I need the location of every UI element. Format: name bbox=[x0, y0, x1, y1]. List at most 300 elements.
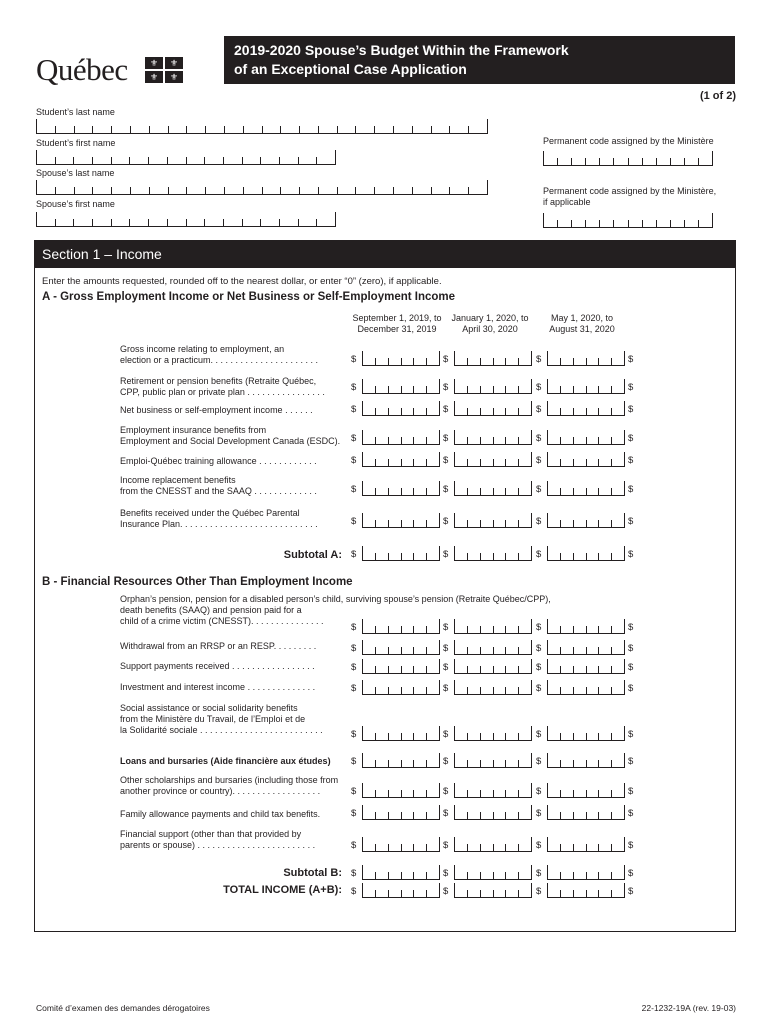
comb-tick bbox=[243, 126, 244, 133]
row-a5-amount-col-1[interactable] bbox=[362, 453, 440, 467]
field-tick bbox=[531, 640, 532, 654]
row-a1-amount-col-3[interactable] bbox=[547, 352, 625, 366]
currency-symbol: $ bbox=[351, 382, 357, 393]
field-tick bbox=[426, 459, 427, 466]
field-tick bbox=[560, 459, 561, 466]
field-tick bbox=[586, 437, 587, 444]
field-tick bbox=[467, 647, 468, 654]
field-tick bbox=[560, 553, 561, 560]
field-tick bbox=[467, 459, 468, 466]
field-tick bbox=[505, 687, 506, 694]
row-b4-amount-col-3[interactable] bbox=[547, 681, 625, 695]
row-a3-amount-col-1[interactable] bbox=[362, 402, 440, 416]
field-tick bbox=[573, 553, 574, 560]
row-a6-amount-col-1[interactable] bbox=[362, 482, 440, 496]
field-tick bbox=[531, 753, 532, 767]
comb-tick bbox=[74, 126, 75, 133]
row-b5-amount-col-3[interactable] bbox=[547, 727, 625, 741]
field-tick bbox=[598, 358, 599, 365]
field-tick bbox=[493, 687, 494, 694]
field-tick bbox=[493, 386, 494, 393]
field-tick bbox=[439, 726, 440, 740]
subtotal-a-amount-col-2[interactable] bbox=[454, 547, 532, 561]
row-b9-amount-col-3[interactable] bbox=[547, 838, 625, 852]
field-tick bbox=[586, 459, 587, 466]
row-a1-amount-col-1[interactable] bbox=[362, 352, 440, 366]
field-tick bbox=[560, 844, 561, 851]
field-tick bbox=[598, 733, 599, 740]
row-b6-amount-col-2[interactable] bbox=[454, 754, 532, 768]
row-b2-amount-col-1[interactable] bbox=[362, 641, 440, 655]
field-tick bbox=[426, 687, 427, 694]
field-tick bbox=[547, 680, 548, 694]
field-tick bbox=[611, 408, 612, 415]
field-tick bbox=[586, 386, 587, 393]
field-tick bbox=[611, 386, 612, 393]
row-a1-label: Gross income relating to employment, an election or a practicum. . . . . . . . . . . . . . . . . . . . . . bbox=[120, 344, 319, 365]
student-first-name-field[interactable] bbox=[36, 151, 336, 165]
field-tick bbox=[586, 687, 587, 694]
currency-symbol: $ bbox=[351, 516, 357, 527]
row-b3-label: Support payments received . . . . . . . . . . . . . . . . . bbox=[120, 661, 315, 671]
total-income-amount-col-2[interactable] bbox=[454, 884, 532, 898]
field-tick bbox=[531, 401, 532, 415]
comb-tick bbox=[613, 158, 614, 165]
field-tick bbox=[573, 647, 574, 654]
column-header-3: May 1, 2020, to August 31, 2020 bbox=[549, 313, 615, 334]
field-tick bbox=[573, 844, 574, 851]
currency-symbol: $ bbox=[351, 808, 357, 819]
comb-tick bbox=[243, 187, 244, 194]
subtotal-a-amount-col-3[interactable] bbox=[547, 547, 625, 561]
row-b8-amount-col-3[interactable] bbox=[547, 806, 625, 820]
field-tick bbox=[505, 553, 506, 560]
field-tick bbox=[573, 890, 574, 897]
spouse-permanent-code-field[interactable] bbox=[543, 214, 713, 228]
field-tick bbox=[598, 553, 599, 560]
field-tick bbox=[375, 812, 376, 819]
comb-tick bbox=[168, 126, 169, 133]
field-tick bbox=[560, 733, 561, 740]
field-tick bbox=[439, 379, 440, 393]
row-b6-amount-col-1[interactable] bbox=[362, 754, 440, 768]
field-tick bbox=[388, 386, 389, 393]
row-b2-amount-col-2[interactable] bbox=[454, 641, 532, 655]
row-b7-amount-col-1[interactable] bbox=[362, 784, 440, 798]
spouse-permanent-code-label: Permanent code assigned by the Ministère, if applicable bbox=[543, 186, 717, 207]
comb-tick bbox=[205, 126, 206, 133]
field-tick bbox=[375, 520, 376, 527]
field-tick bbox=[454, 640, 455, 654]
comb-tick bbox=[260, 157, 261, 164]
field-tick bbox=[573, 790, 574, 797]
field-tick bbox=[454, 379, 455, 393]
field-tick bbox=[573, 872, 574, 879]
field-tick bbox=[586, 890, 587, 897]
field-tick bbox=[439, 659, 440, 673]
row-b7-amount-col-3[interactable] bbox=[547, 784, 625, 798]
field-tick bbox=[586, 666, 587, 673]
field-tick bbox=[560, 520, 561, 527]
field-tick bbox=[413, 437, 414, 444]
field-tick bbox=[467, 890, 468, 897]
field-tick bbox=[439, 753, 440, 767]
comb-tick bbox=[92, 187, 93, 194]
row-a7-amount-col-3[interactable] bbox=[547, 514, 625, 528]
field-tick bbox=[518, 488, 519, 495]
row-b4-amount-col-1[interactable] bbox=[362, 681, 440, 695]
row-b3-amount-col-1[interactable] bbox=[362, 660, 440, 674]
field-tick bbox=[611, 760, 612, 767]
field-tick bbox=[362, 837, 363, 851]
field-tick bbox=[598, 890, 599, 897]
field-tick bbox=[426, 872, 427, 879]
field-tick bbox=[493, 520, 494, 527]
comb-tick bbox=[204, 219, 205, 226]
field-tick bbox=[426, 386, 427, 393]
field-tick bbox=[560, 647, 561, 654]
field-tick bbox=[439, 513, 440, 527]
field-tick bbox=[401, 408, 402, 415]
row-b7-amount-col-2[interactable] bbox=[454, 784, 532, 798]
field-tick bbox=[573, 358, 574, 365]
field-tick bbox=[624, 430, 625, 444]
currency-symbol: $ bbox=[351, 662, 357, 673]
row-b9-amount-col-2[interactable] bbox=[454, 838, 532, 852]
field-tick bbox=[547, 546, 548, 560]
field-tick bbox=[375, 358, 376, 365]
field-tick bbox=[547, 726, 548, 740]
comb-tick bbox=[698, 158, 699, 165]
comb-tick bbox=[223, 219, 224, 226]
row-a4-amount-col-1[interactable] bbox=[362, 431, 440, 445]
field-tick bbox=[531, 546, 532, 560]
field-tick bbox=[388, 488, 389, 495]
subtotal-b-amount-col-1[interactable] bbox=[362, 866, 440, 880]
field-tick bbox=[573, 408, 574, 415]
comb-tick bbox=[73, 219, 74, 226]
field-tick bbox=[573, 687, 574, 694]
field-tick bbox=[505, 733, 506, 740]
currency-symbol: $ bbox=[443, 455, 449, 466]
field-tick bbox=[401, 812, 402, 819]
comb-tick bbox=[262, 187, 263, 194]
field-tick bbox=[611, 437, 612, 444]
field-tick bbox=[426, 812, 427, 819]
comb-tick bbox=[204, 157, 205, 164]
currency-symbol: $ bbox=[628, 549, 634, 560]
field-tick bbox=[624, 481, 625, 495]
currency-symbol: $ bbox=[351, 549, 357, 560]
currency-symbol: $ bbox=[628, 786, 634, 797]
comb-tick bbox=[242, 219, 243, 226]
spouse-first-name-label: Spouse’s first name bbox=[36, 199, 115, 209]
field-tick bbox=[598, 488, 599, 495]
comb-tick bbox=[224, 187, 225, 194]
comb-tick bbox=[111, 187, 112, 194]
permanent-code-label: Permanent code assigned by the Ministère bbox=[543, 136, 714, 146]
field-tick bbox=[375, 760, 376, 767]
field-tick bbox=[518, 733, 519, 740]
row-b5-amount-col-2[interactable] bbox=[454, 727, 532, 741]
field-tick bbox=[624, 883, 625, 897]
comb-tick bbox=[92, 126, 93, 133]
comb-tick bbox=[111, 219, 112, 226]
field-tick bbox=[426, 844, 427, 851]
field-tick bbox=[480, 812, 481, 819]
comb-tick bbox=[670, 220, 671, 227]
row-a7-amount-col-1[interactable] bbox=[362, 514, 440, 528]
field-tick bbox=[493, 890, 494, 897]
spouse-last-name-label: Spouse’s last name bbox=[36, 168, 115, 178]
field-tick bbox=[518, 408, 519, 415]
field-tick bbox=[401, 687, 402, 694]
field-tick bbox=[439, 546, 440, 560]
row-a3-amount-col-2[interactable] bbox=[454, 402, 532, 416]
row-b3-amount-col-2[interactable] bbox=[454, 660, 532, 674]
row-b9-amount-col-1[interactable] bbox=[362, 838, 440, 852]
field-tick bbox=[505, 408, 506, 415]
field-tick bbox=[388, 844, 389, 851]
currency-symbol: $ bbox=[628, 886, 634, 897]
row-a5-amount-col-2[interactable] bbox=[454, 453, 532, 467]
field-tick bbox=[505, 386, 506, 393]
currency-symbol: $ bbox=[443, 354, 449, 365]
field-tick bbox=[598, 812, 599, 819]
part-b-title: B - Financial Resources Other Than Employment Income bbox=[42, 576, 353, 588]
row-b3-amount-col-3[interactable] bbox=[547, 660, 625, 674]
currency-symbol: $ bbox=[536, 404, 542, 415]
total-income-amount-col-1[interactable] bbox=[362, 884, 440, 898]
comb-tick bbox=[279, 219, 280, 226]
row-b6-amount-col-3[interactable] bbox=[547, 754, 625, 768]
currency-symbol: $ bbox=[351, 886, 357, 897]
field-tick bbox=[531, 619, 532, 633]
row-a2-label: Retirement or pension benefits (Retraite Québec, CPP, public plan or private plan . . . . . . . . . . . . . . . . bbox=[120, 376, 325, 397]
field-tick bbox=[426, 760, 427, 767]
comb-tick bbox=[656, 220, 657, 227]
row-b4-label: Investment and interest income . . . . . . . . . . . . . . bbox=[120, 682, 316, 692]
field-tick bbox=[413, 626, 414, 633]
field-tick bbox=[413, 872, 414, 879]
field-tick bbox=[413, 812, 414, 819]
field-tick bbox=[426, 488, 427, 495]
comb-tick bbox=[298, 157, 299, 164]
field-tick bbox=[375, 872, 376, 879]
field-tick bbox=[624, 680, 625, 694]
field-tick bbox=[624, 452, 625, 466]
row-a2-amount-col-1[interactable] bbox=[362, 380, 440, 394]
row-b6-label: Loans and bursaries (Aide financière aux études) bbox=[120, 756, 331, 766]
comb-tick bbox=[260, 219, 261, 226]
field-tick bbox=[413, 520, 414, 527]
field-tick bbox=[401, 358, 402, 365]
comb-tick bbox=[412, 187, 413, 194]
currency-symbol: $ bbox=[628, 808, 634, 819]
spouse-last-name-field[interactable] bbox=[36, 181, 488, 195]
comb-tick bbox=[337, 126, 338, 133]
row-b1-amount-col-2[interactable] bbox=[454, 620, 532, 634]
currency-symbol: $ bbox=[536, 662, 542, 673]
field-tick bbox=[531, 783, 532, 797]
comb-tick bbox=[299, 126, 300, 133]
subtotal-b-amount-col-3[interactable] bbox=[547, 866, 625, 880]
currency-symbol: $ bbox=[351, 484, 357, 495]
field-tick bbox=[493, 647, 494, 654]
row-a4-amount-col-3[interactable] bbox=[547, 431, 625, 445]
field-tick bbox=[560, 790, 561, 797]
row-b8-amount-col-2[interactable] bbox=[454, 806, 532, 820]
field-tick bbox=[624, 513, 625, 527]
subtotal-b-amount-col-2[interactable] bbox=[454, 866, 532, 880]
field-tick bbox=[505, 790, 506, 797]
currency-symbol: $ bbox=[628, 404, 634, 415]
field-tick bbox=[467, 687, 468, 694]
currency-symbol: $ bbox=[351, 729, 357, 740]
field-tick bbox=[480, 520, 481, 527]
field-tick bbox=[573, 666, 574, 673]
field-tick bbox=[413, 358, 414, 365]
spouse-first-name-field[interactable] bbox=[36, 213, 336, 227]
field-tick bbox=[388, 520, 389, 527]
comb-tick bbox=[712, 213, 713, 227]
field-tick bbox=[586, 790, 587, 797]
currency-symbol: $ bbox=[351, 622, 357, 633]
currency-symbol: $ bbox=[443, 549, 449, 560]
currency-symbol: $ bbox=[536, 729, 542, 740]
currency-symbol: $ bbox=[351, 455, 357, 466]
comb-tick bbox=[449, 187, 450, 194]
part-a-title: A - Gross Employment Income or Net Business or Self-Employment Income bbox=[42, 291, 456, 303]
comb-tick bbox=[92, 157, 93, 164]
currency-symbol: $ bbox=[351, 683, 357, 694]
row-a2-amount-col-3[interactable] bbox=[547, 380, 625, 394]
field-tick bbox=[598, 872, 599, 879]
row-b5-label: Social assistance or social solidarity benefits from the Ministère du Travail, de l’Emploi et de la Solidarité sociale . . . . . . . . . . . . . . . . . . . . . . . . . bbox=[120, 703, 323, 735]
row-b1-amount-col-1[interactable] bbox=[362, 620, 440, 634]
comb-tick bbox=[543, 213, 544, 227]
row-a7-amount-col-2[interactable] bbox=[454, 514, 532, 528]
field-tick bbox=[454, 805, 455, 819]
row-a2-amount-col-2[interactable] bbox=[454, 380, 532, 394]
row-a6-amount-col-3[interactable] bbox=[547, 482, 625, 496]
field-tick bbox=[611, 647, 612, 654]
field-tick bbox=[493, 553, 494, 560]
column-header-1: September 1, 2019, to December 31, 2019 bbox=[352, 313, 442, 334]
footer-form-number: 22-1232-19A (rev. 19-03) bbox=[641, 1003, 736, 1013]
currency-symbol: $ bbox=[536, 455, 542, 466]
field-tick bbox=[375, 553, 376, 560]
permanent-code-field[interactable] bbox=[543, 152, 713, 166]
row-a1-amount-col-2[interactable] bbox=[454, 352, 532, 366]
subtotal-a-amount-col-1[interactable] bbox=[362, 547, 440, 561]
field-tick bbox=[454, 726, 455, 740]
field-tick bbox=[375, 386, 376, 393]
field-tick bbox=[362, 481, 363, 495]
field-tick bbox=[611, 790, 612, 797]
field-tick bbox=[401, 647, 402, 654]
field-tick bbox=[598, 520, 599, 527]
comb-tick bbox=[318, 187, 319, 194]
field-tick bbox=[480, 666, 481, 673]
comb-tick bbox=[355, 126, 356, 133]
field-tick bbox=[426, 408, 427, 415]
field-tick bbox=[547, 430, 548, 444]
row-b1-amount-col-3[interactable] bbox=[547, 620, 625, 634]
field-tick bbox=[413, 408, 414, 415]
field-tick bbox=[413, 553, 414, 560]
comb-tick bbox=[684, 158, 685, 165]
field-tick bbox=[426, 520, 427, 527]
comb-tick bbox=[393, 126, 394, 133]
currency-symbol: $ bbox=[443, 662, 449, 673]
row-a5-amount-col-3[interactable] bbox=[547, 453, 625, 467]
currency-symbol: $ bbox=[536, 840, 542, 851]
field-tick bbox=[480, 760, 481, 767]
field-tick bbox=[439, 865, 440, 879]
comb-tick bbox=[557, 220, 558, 227]
field-tick bbox=[401, 437, 402, 444]
field-tick bbox=[480, 437, 481, 444]
field-tick bbox=[611, 553, 612, 560]
comb-tick bbox=[168, 187, 169, 194]
field-tick bbox=[611, 733, 612, 740]
field-tick bbox=[560, 872, 561, 879]
field-tick bbox=[624, 659, 625, 673]
field-tick bbox=[493, 733, 494, 740]
row-a6-amount-col-2[interactable] bbox=[454, 482, 532, 496]
field-tick bbox=[401, 386, 402, 393]
row-b5-amount-col-1[interactable] bbox=[362, 727, 440, 741]
row-b8-amount-col-1[interactable] bbox=[362, 806, 440, 820]
field-tick bbox=[413, 488, 414, 495]
field-tick bbox=[388, 459, 389, 466]
row-a3-amount-col-3[interactable] bbox=[547, 402, 625, 416]
comb-tick bbox=[130, 126, 131, 133]
total-income-amount-col-3[interactable] bbox=[547, 884, 625, 898]
field-tick bbox=[493, 437, 494, 444]
field-tick bbox=[480, 687, 481, 694]
field-tick bbox=[388, 358, 389, 365]
field-tick bbox=[547, 659, 548, 673]
field-tick bbox=[598, 386, 599, 393]
field-tick bbox=[493, 812, 494, 819]
field-tick bbox=[531, 865, 532, 879]
currency-symbol: $ bbox=[628, 840, 634, 851]
field-tick bbox=[480, 733, 481, 740]
field-tick bbox=[480, 647, 481, 654]
row-a4-amount-col-2[interactable] bbox=[454, 431, 532, 445]
field-tick bbox=[454, 430, 455, 444]
student-first-name-label: Student’s first name bbox=[36, 138, 116, 148]
comb-tick bbox=[599, 158, 600, 165]
field-tick bbox=[493, 358, 494, 365]
field-tick bbox=[388, 687, 389, 694]
field-tick bbox=[493, 872, 494, 879]
student-last-name-field[interactable] bbox=[36, 120, 488, 134]
row-b2-amount-col-3[interactable] bbox=[547, 641, 625, 655]
currency-symbol: $ bbox=[536, 786, 542, 797]
comb-tick bbox=[335, 150, 336, 164]
comb-tick bbox=[599, 220, 600, 227]
field-tick bbox=[401, 790, 402, 797]
field-tick bbox=[454, 753, 455, 767]
row-b4-amount-col-2[interactable] bbox=[454, 681, 532, 695]
section-1-title: Section 1 – Income bbox=[34, 240, 736, 268]
field-tick bbox=[531, 805, 532, 819]
field-tick bbox=[531, 481, 532, 495]
comb-tick bbox=[374, 126, 375, 133]
